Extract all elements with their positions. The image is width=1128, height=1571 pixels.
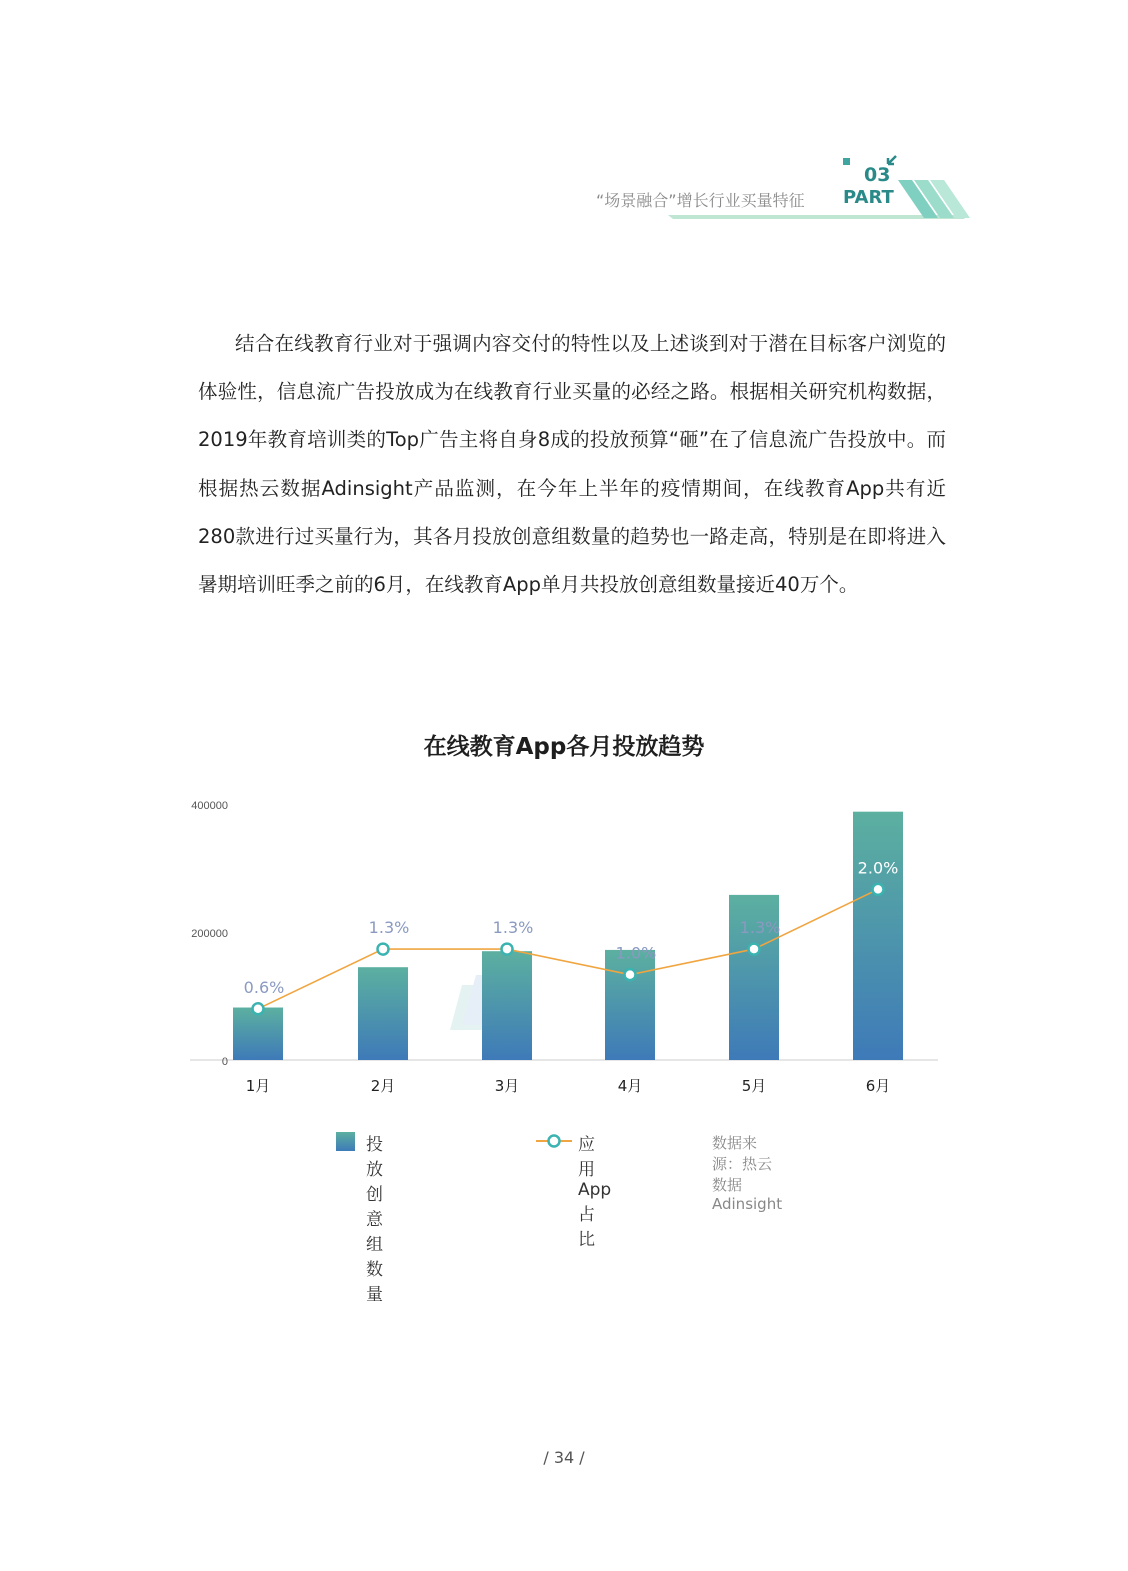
line-series — [258, 889, 878, 1008]
bar — [605, 950, 655, 1060]
section-title: “场景融合”增长行业买量特征 — [596, 191, 805, 210]
legend-line-label: 应用App占比 — [578, 1135, 612, 1250]
bar — [482, 951, 532, 1060]
point-label: 1.3% — [739, 918, 781, 938]
point-label: 0.6% — [243, 977, 285, 997]
part-word: PART — [843, 187, 894, 208]
line-point — [749, 944, 760, 955]
legend-line-marker — [536, 1131, 572, 1151]
y-tick-label: 400000 — [191, 800, 228, 812]
body-paragraph: 结合在线教育行业对于强调内容交付的特性以及上述谈到对于潜在目标客户浏览的体验性，信息流广告投放成为在线教育行业买量的必经之路。根据相关研究机构数据，2019年教育培训类的Top广告主将自身8成的投放预算“砸”在了信息流广告投放中。而根据热云数据Adinsight产品监测，在今年上半年的疫情期间，在线教育App共有近280款进行过买量行为，其各月投放创意组数量的趋势也一路走高，特别是在即将进入暑期培训旺季之前的6月，在线教育App单月共投放创意组数量接近40万个。 — [198, 332, 946, 597]
y-tick-label: 200000 — [191, 928, 228, 940]
part-number: 03 — [864, 164, 891, 186]
section-header — [560, 150, 980, 230]
x-tick-label: 3月 — [494, 1077, 520, 1095]
x-tick-label: 4月 — [617, 1077, 643, 1095]
chart-title: 在线教育App各月投放趋势 — [423, 734, 705, 760]
x-tick-label: 2月 — [370, 1077, 396, 1095]
header-dot — [843, 158, 850, 165]
legend-bar-swatch — [336, 1132, 355, 1151]
point-label: 2.0% — [857, 858, 899, 878]
point-label: 1.3% — [492, 918, 534, 938]
line-point — [873, 884, 884, 895]
bar — [853, 812, 903, 1060]
bar — [358, 967, 408, 1060]
legend-bar-label: 投放创意组数量 — [366, 1135, 383, 1305]
line-point — [378, 944, 389, 955]
line-point — [502, 944, 513, 955]
chart-canvas — [0, 780, 1128, 1110]
point-label: 1.0% — [615, 943, 657, 963]
line-point — [253, 1003, 264, 1014]
page-number: / 34 / — [543, 1448, 585, 1467]
line-point — [625, 969, 636, 980]
x-tick-label: 5月 — [741, 1077, 767, 1095]
data-source: 数据来源：热云数据Adinsight — [712, 1134, 783, 1213]
x-tick-label: 1月 — [245, 1077, 271, 1095]
x-tick-label: 6月 — [865, 1077, 891, 1095]
point-label: 1.3% — [368, 918, 410, 938]
y-tick-label: 0 — [221, 1056, 228, 1068]
body-text — [198, 320, 946, 609]
